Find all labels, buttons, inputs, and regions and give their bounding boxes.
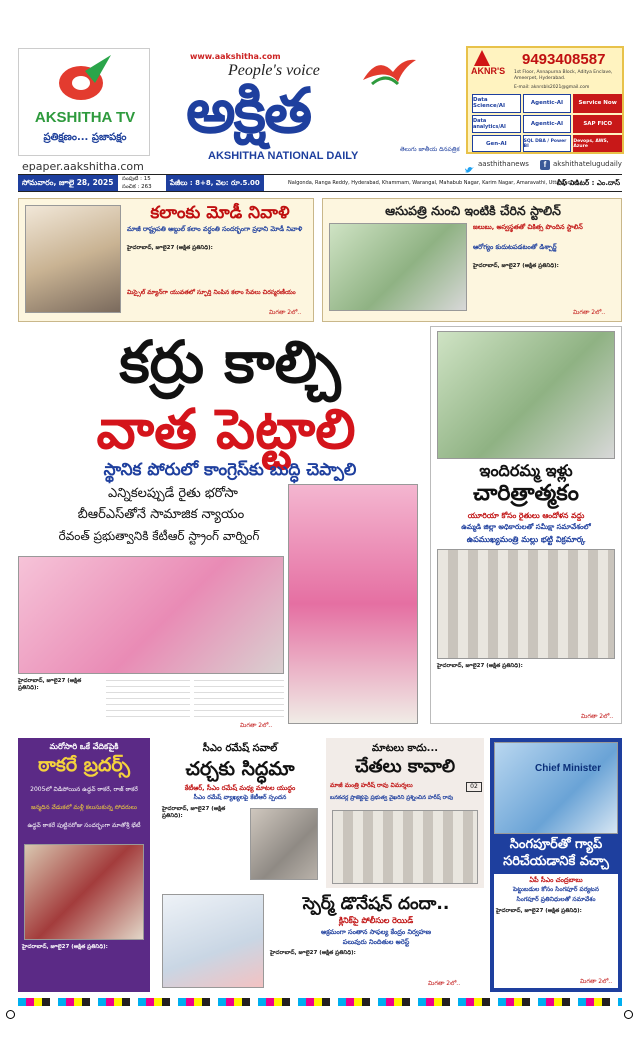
twitter-icon[interactable] [464, 160, 474, 170]
ad-course: Devops, AWS, Azure [573, 135, 622, 152]
story6-line-2: బనకచర్ల ప్రాజెక్టుపై ప్రభుత్వ వైఖరిని ప్రశ్నించిన హరీష్ రావు [330, 795, 454, 801]
story5-line-1: కేటీఆర్, సీఎం రమేష్ మధ్య మాటల యుద్ధం [184, 784, 296, 792]
photo-caption-text: Chief Minister [535, 763, 602, 774]
story4-line-3: ఉద్ధవ్ ఠాకరే పుట్టినరోజు సందర్భంగా మాతోశ్రీ భేటీ [27, 822, 141, 829]
story2-subhead: జలుబు, అస్వస్థతతో చికిత్స పొందిన స్టాలిన్ [473, 223, 583, 231]
ad-course: Data Science/AI [472, 94, 521, 113]
main-headline-1[interactable]: కర్రు కాల్చి [119, 328, 341, 396]
story3-subhead: యూరియా కోసం రైతులు ఆందోళన వద్దు [467, 511, 585, 520]
story-kalam-tribute[interactable] [18, 198, 314, 322]
edition-cities: Nalgonda, Ranga Reddy, Hyderabad, Khammam, Warangal, Mahabub Nagar, Karim Nagar, Amaravathi, Uttarandhra [288, 180, 580, 186]
facebook-icon[interactable]: f [540, 160, 550, 170]
story-stalin-discharged[interactable] [322, 198, 622, 322]
english-name: AKSHITHA NATIONAL DAILY [208, 150, 359, 162]
ad-course: Service Now [573, 94, 622, 113]
story6-kicker: మాటలు కాదు... [371, 743, 439, 754]
ad-course: Agentic-AI [523, 115, 572, 134]
pages-price: పేజీలు : 8+8, వెల: రూ.5.00 [166, 175, 264, 191]
story5-kicker: సీఎం రమేష్ సవాల్ [202, 743, 278, 754]
chandrababu-photo [494, 742, 618, 834]
volume: సంపుటి : 15 [122, 176, 151, 182]
story7-body [496, 908, 616, 978]
twitter-handle[interactable]: aasthithanews [478, 160, 529, 168]
story6-line-1: మాజీ మంత్రి హరీష్ రావు విమర్శలు [330, 782, 413, 789]
story3-headline-2[interactable]: చారిత్రాత్మకం [473, 481, 579, 506]
epaper-url[interactable]: epaper.aakshitha.com [22, 160, 144, 173]
story7-dateline: హైదరాబాద్, జూలై27 (అక్షిత ప్రతినిధి): [496, 908, 582, 914]
story2-body [473, 263, 617, 303]
story7-line-1: ఏపీ సీఎం చంద్రబాబు [529, 876, 583, 884]
story-cm-ramesh[interactable] [158, 738, 322, 888]
story-indiramma[interactable] [430, 326, 622, 724]
story1-sub2: మిస్సైల్ మ్యాన్‌గా యువతలో స్ఫూర్తి నింపిన కలాం సేవలు చిరస్మరణీయం [127, 289, 296, 296]
main-point-3: రేవంత్ ప్రభుత్వానికి కేటీఆర్ స్ట్రాంగ్ వార్నింగ్ [58, 529, 260, 543]
main-body-col-1 [18, 678, 102, 722]
story7-line-3: సింగపూర్ ప్రతినిధులతో సమావేశం [516, 896, 596, 903]
registration-mark-right [624, 1010, 633, 1019]
story4-headline[interactable]: ఠాకరే బ్రదర్స్ [37, 754, 130, 776]
website-url[interactable]: www.aakshitha.com [190, 52, 281, 61]
story3-headline-1[interactable]: ఇందిరమ్మ ఇళ్లు [479, 461, 573, 480]
minister-crowd-photo [437, 549, 615, 659]
harish-rao-photo [332, 810, 478, 884]
story4-line-1: 2005లో విడిపోయిన ఉద్ధవ్ ఠాకరే, రాజ్ ఠాకరే [30, 786, 138, 793]
ad-course-grid [472, 94, 622, 152]
slogan: People's voice [228, 62, 320, 79]
story8-line-1: అక్రమంగా సంతాన సాఫల్య కేంద్రం నిర్వహణ [321, 928, 431, 936]
story1-headline[interactable]: కలాంకు మోడీ నివాళి [150, 203, 290, 223]
ad-brand: AKNR'S [471, 66, 506, 76]
tv-name: AKSHITHA TV [34, 109, 136, 126]
ad-course: Gen-AI [472, 135, 521, 152]
story8-continued[interactable]: మిగతా 2లో.. [428, 980, 461, 987]
main-point-2: బీఆర్ఎస్‌తోనే సామాజిక న్యాయం [77, 507, 245, 522]
story8-headline[interactable]: స్పెర్మ్ డొనేషన్ దందా.. [302, 894, 450, 914]
chief-editor: చీఫ్ ఎడిటర్ : ఎం.దాస్ [556, 179, 620, 187]
page-badge: 02 [466, 782, 482, 792]
issue-number: సంచిక : 263 [122, 184, 152, 190]
cm-ramesh-photo [250, 808, 318, 880]
story8-dateline: హైదరాబాద్, జూలై27 (అక్షిత ప్రతినిధి): [270, 950, 356, 956]
clinic-photo [162, 894, 264, 988]
story2-continued[interactable]: మిగతా 2లో.. [573, 309, 606, 316]
ad-course: Agentic-AI [523, 94, 572, 113]
story5-dateline: హైదరాబాద్, జూలై27 (అక్షిత ప్రతినిధి): [162, 806, 226, 819]
stalin-photo [329, 223, 467, 311]
ad-phone[interactable]: 9493408587 [522, 51, 606, 68]
story-sperm-donation[interactable] [158, 892, 484, 992]
story3-sub2: ఉమ్మడి జిల్లా అధికారులతో సమీక్షా సమావేశంలో [461, 523, 591, 531]
thackeray-brothers-photo [24, 844, 144, 940]
facebook-handle[interactable]: akshithatelugudaily [553, 160, 622, 168]
story7-headline[interactable]: సింగపూర్‌తో గ్యాప్ సరిచేయడానికే వచ్చా [503, 837, 609, 869]
issue-date: సోమవారం, జూలై 28, 2025 [18, 175, 118, 191]
akshitha-tv-logo [18, 48, 150, 156]
story3-dateline: హైదరాబాద్, జూలై27 (అక్షిత ప్రతినిధి): [437, 663, 523, 669]
ad-logo-icon [474, 50, 490, 66]
story3-body [437, 663, 615, 715]
farmers-meeting-photo [437, 331, 615, 459]
story8-line-2: పలువురు నిందితుల అరెస్ట్ [342, 938, 410, 946]
ad-course: SAP FICO [573, 115, 622, 134]
story2-dateline: హైదరాబాద్, జూలై27 (అక్షిత ప్రతినిధి): [473, 263, 559, 269]
story7-continued[interactable]: మిగతా 2లో.. [580, 978, 613, 985]
color-registration-strip [18, 998, 622, 1006]
ktr-photo [288, 484, 418, 724]
story4-dateline: హైదరాబాద్, జూలై27 (అక్షిత ప్రతినిధి): [22, 944, 108, 950]
story1-continued[interactable]: మిగతా 2లో.. [269, 309, 302, 316]
main-headline-2[interactable]: వాత పెట్టాలి [96, 397, 356, 461]
story5-line-2: సీఎం రమేష్ వ్యాఖ్యలపై కేటీఆర్ స్పందన [193, 794, 287, 801]
story1-dateline: హైదరాబాద్, జూలై27 (అక్షిత ప్రతినిధి): [127, 245, 213, 251]
dateline-bar [18, 174, 622, 192]
aknrs-ad[interactable] [466, 46, 624, 154]
story1-subhead: మాజీ రాష్ట్రపతి అబ్దుల్ కలాం వర్ధంతి సందర్భంగా ప్రధాని మోడీ నివాళి [127, 225, 303, 233]
main-body-col-2 [106, 678, 190, 722]
story8-subhead: క్లినిక్‌పై పోలీసుల రెయిడ్ [338, 916, 414, 925]
brs-leaders-photo [18, 556, 284, 674]
story7-body-panel [494, 874, 618, 988]
story3-sub3: ఉపముఖ్యమంత్రి మల్లు భట్టి విక్రమార్క [466, 535, 586, 544]
registration-mark-left [6, 1010, 15, 1019]
story2-sub2: ఆరోగ్యం కుదుటపడటంతో డిశ్చార్జ్ [473, 243, 557, 251]
story3-continued[interactable]: మిగతా 2లో.. [581, 713, 614, 720]
story4-kicker: మరోసారి ఒకే వేదికపైకి [49, 742, 119, 751]
story4-body [22, 944, 146, 984]
story4-line-2: జన్మదిన వేడుకలో మళ్లీ కలుసుకున్న సోదరులు [31, 804, 137, 811]
main-body-col-3 [194, 678, 284, 722]
ad-address: 1st Floor, Annapurna Block, Aditya Enclave, Ameerpet, Hyderabad. [514, 70, 613, 81]
tv-tagline: ప్రతిక్షణం... ప్రజాపక్షం [43, 132, 127, 143]
main-subhead: స్థానిక పోరులో కాంగ్రెస్‌కు బుద్ధి చెప్పాలి [103, 460, 357, 480]
ad-course: Data analytics/AI [472, 115, 521, 134]
main-dateline: హైదరాబాద్, జూలై27 (అక్షిత ప్రతినిధి): [18, 678, 82, 691]
story8-body [270, 950, 482, 980]
main-continued[interactable]: మిగతా 2లో.. [240, 722, 273, 729]
story-singapore[interactable] [490, 738, 622, 992]
newspaper-logo: అక్షిత [186, 74, 311, 147]
tv-logo-mark [55, 53, 113, 103]
telugu-tagline: తెలుగు జాతీయ దినపత్రిక [400, 146, 460, 153]
main-point-1: ఎన్నికలప్పుడే రైతు భరోసా [108, 486, 238, 501]
story-thackeray[interactable] [18, 738, 150, 992]
story7-line-2: పెట్టుబడుల కోసం సింగపూర్ పర్యటన [513, 886, 599, 893]
story5-headline[interactable]: చర్చకు సిద్ధమా [185, 758, 295, 780]
story1-body [127, 245, 313, 287]
ad-course: SQL DBA / Power BI [523, 135, 572, 152]
story5-body [162, 806, 244, 882]
modi-photo [25, 205, 121, 313]
story-harish-rao[interactable] [326, 738, 484, 888]
story6-headline[interactable]: చేతలు కావాలి [354, 756, 456, 777]
ad-email: E-mail: aknrsbls2021@gmail.com [514, 85, 590, 90]
story2-headline[interactable]: ఆసుపత్రి నుంచి ఇంటికి చేరిన స్టాలిన్ [385, 203, 561, 218]
